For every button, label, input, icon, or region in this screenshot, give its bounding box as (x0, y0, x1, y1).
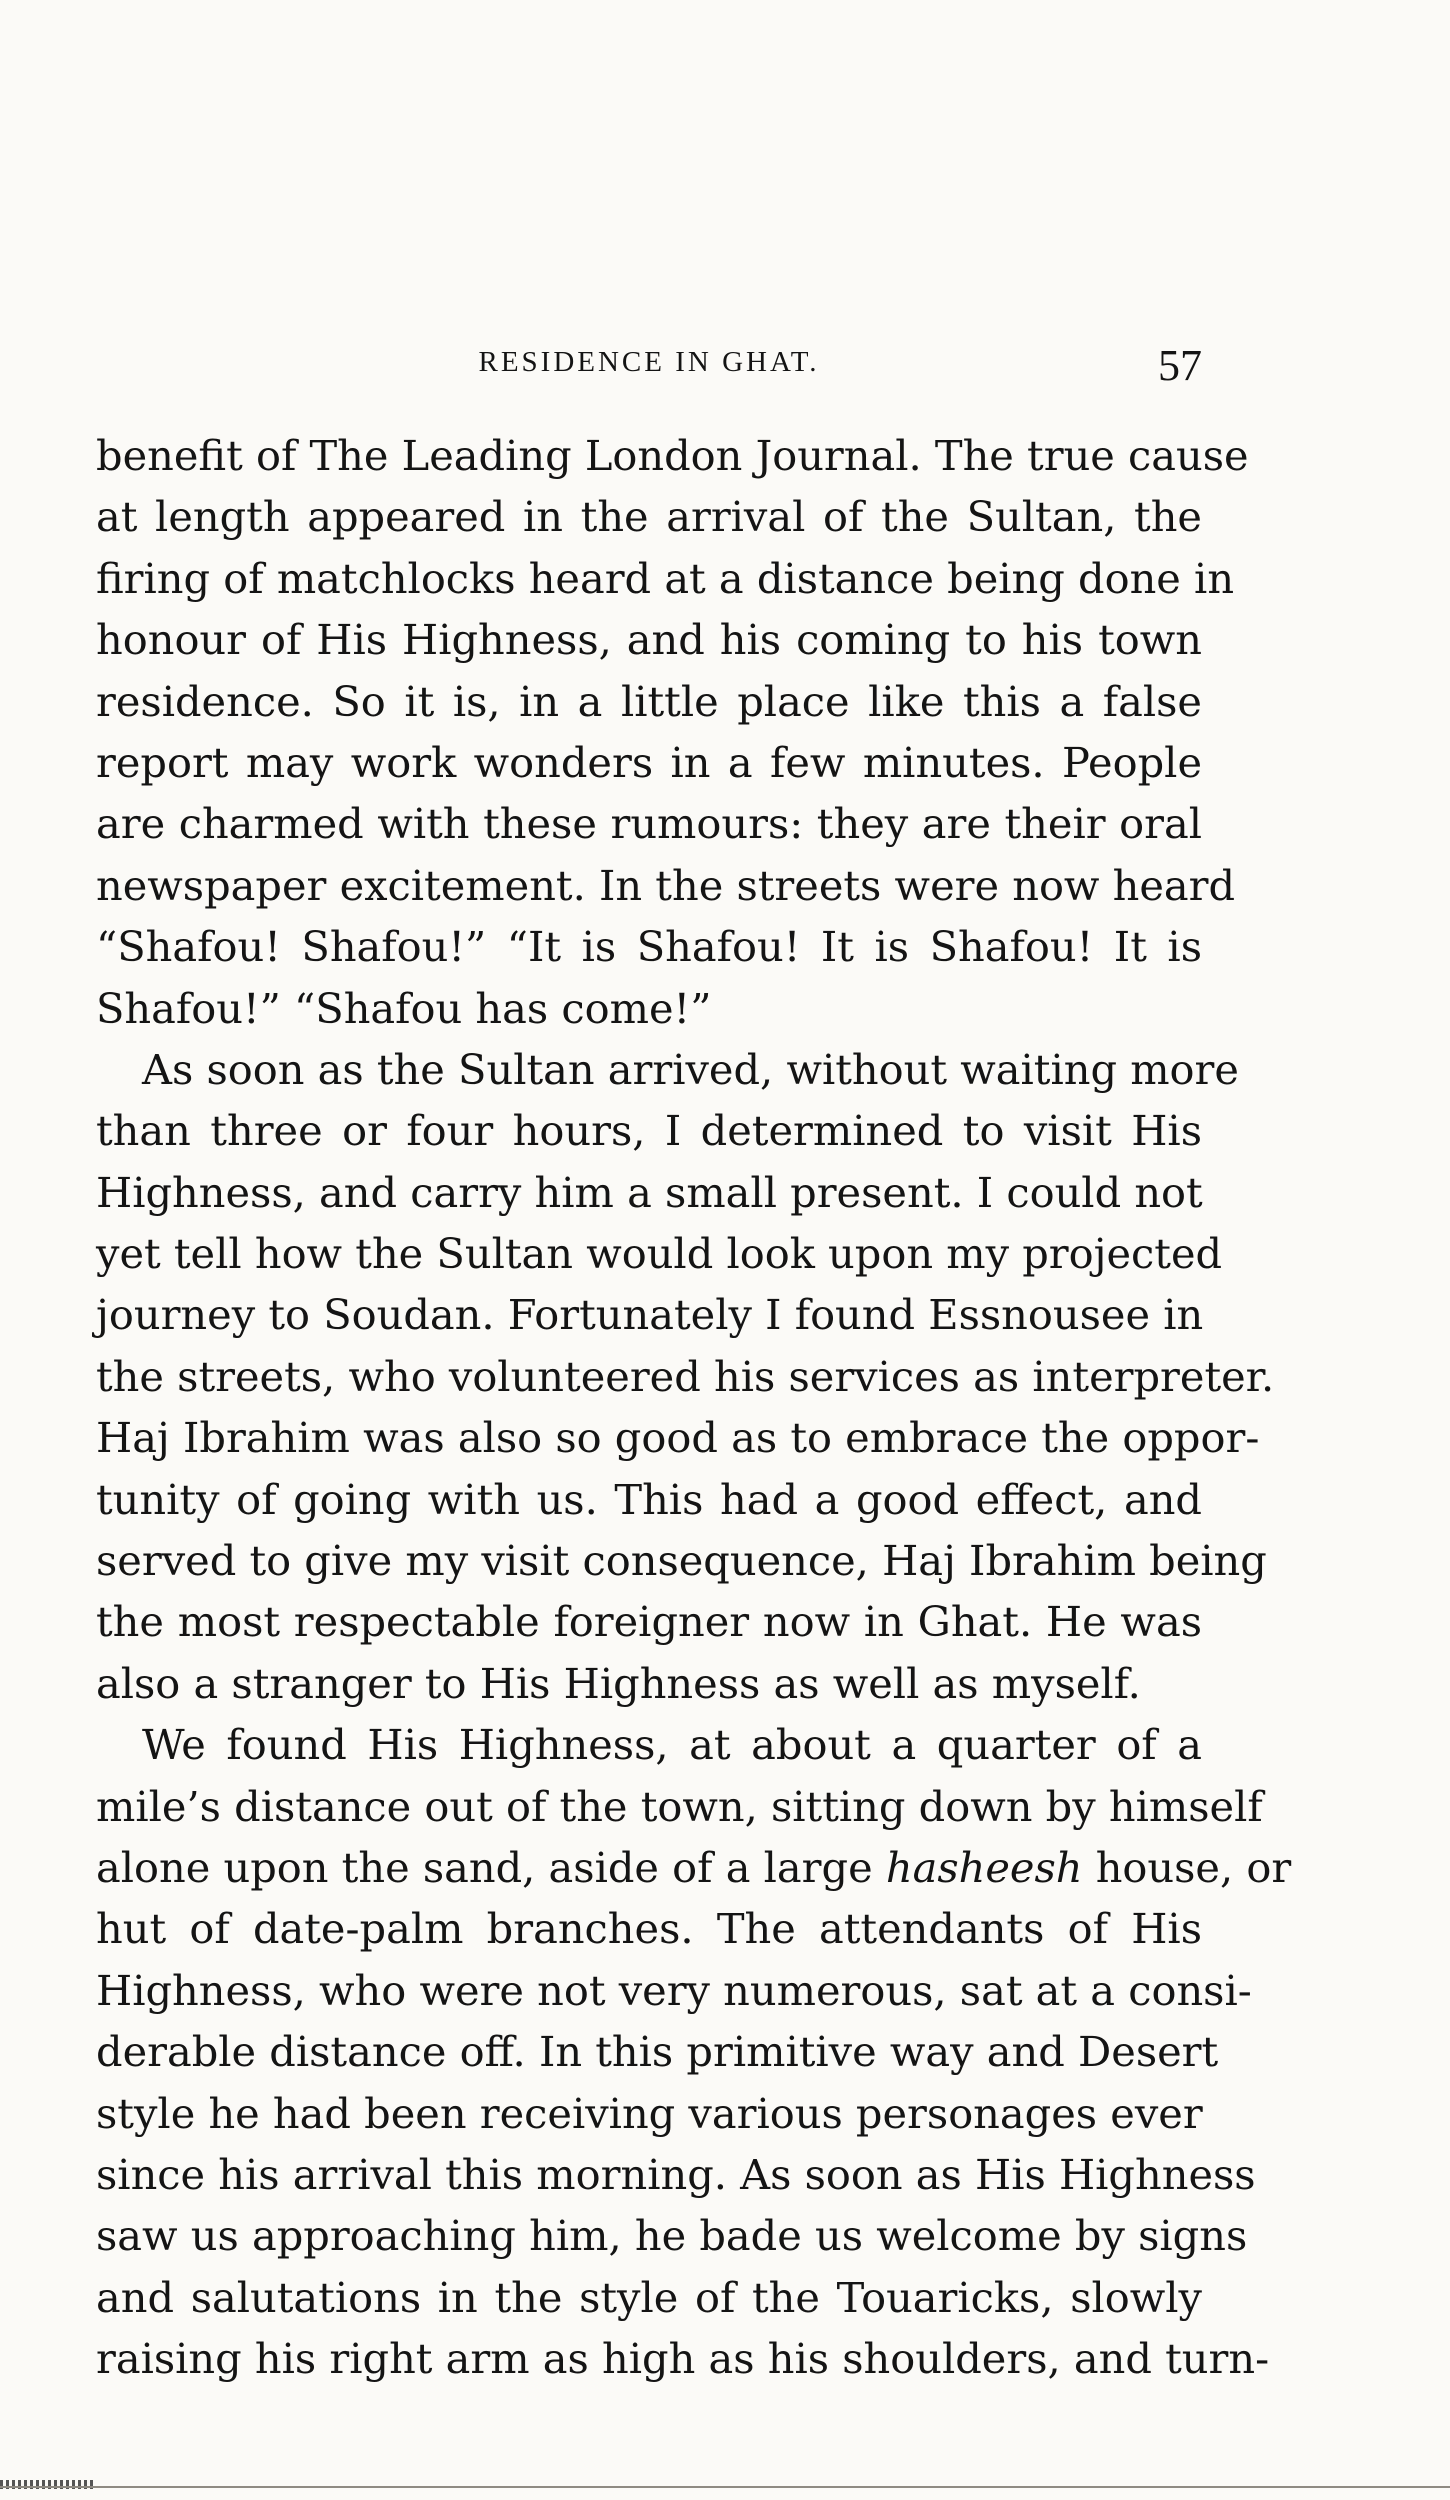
text-line: Shafou!” “Shafou has come!” (96, 983, 712, 1033)
text-line: raising his right arm as high as his shoulders, and turn- (96, 2334, 1270, 2384)
text-line: Highness, who were not very numerous, sat at a consi- (96, 1965, 1252, 2015)
text-line: mile’s distance out of the town, sitting down by himself (96, 1781, 1263, 1831)
page-edge-rule (0, 2486, 1450, 2488)
text-line: yet tell how the Sultan would look upon my projected (96, 1229, 1223, 1279)
text-line: served to give my visit consequence, Haj Ibrahim being (96, 1536, 1267, 1586)
text-line: Haj Ibrahim was also so good as to embrace the oppor- (96, 1413, 1260, 1463)
text-line: the streets, who volunteered his services as interpreter. (96, 1351, 1275, 1401)
text-line: hut of date-palm branches. The attendants of His (96, 1904, 1202, 1954)
text-line: derable distance off. In this primitive way and Desert (96, 2027, 1219, 2077)
text-line: firing of matchlocks heard at a distance being done in (96, 553, 1235, 603)
text-line: journey to Soudan. Fortunately I found Essnousee in (96, 1290, 1204, 1340)
text-line: since his arrival this morning. As soon as His Highness (96, 2149, 1256, 2199)
paragraph-start-line: We found His Highness, at about a quarter of a (142, 1720, 1202, 1770)
paragraph-start-line: As soon as the Sultan arrived, without waiting more (142, 1044, 1239, 1094)
text-line: newspaper excitement. In the streets were now heard (96, 860, 1236, 910)
text-line: style he had been receiving various personages ever (96, 2088, 1203, 2138)
text-line: are charmed with these rumours: they are their oral (96, 799, 1202, 849)
text-line-with-italic (96, 1837, 1292, 1898)
text-segment: alone upon the sand, aside of a large (96, 1842, 873, 1892)
text-line: “Shafou! Shafou!” “It is Shafou! It is Shafou! It is (96, 922, 1202, 972)
body-text (96, 425, 1292, 2405)
running-head-title: RESIDENCE IN GHAT. (478, 346, 820, 378)
text-line: the most respectable foreigner now in Ghat. He was (96, 1597, 1202, 1647)
text-line: benefit of The Leading London Journal. The true cause (96, 431, 1249, 480)
text-line: residence. So it is, in a little place like this a false (96, 676, 1202, 726)
text-line: report may work wonders in a few minutes. People (96, 737, 1202, 787)
page-number: 57 (1158, 341, 1202, 390)
text-line: also a stranger to His Highness as well as myself. (96, 1658, 1141, 1708)
running-head (96, 340, 1202, 400)
italic-word: hasheesh (885, 1842, 1083, 1892)
text-line: saw us approaching him, he bade us welcome by signs (96, 2211, 1248, 2261)
text-line: and salutations in the style of the Touaricks, slowly (96, 2272, 1202, 2322)
text-line: Highness, and carry him a small present. I could not (96, 1167, 1203, 1217)
text-segment: house, or (1095, 1842, 1292, 1892)
text-line: at length appeared in the arrival of the Sultan, the (96, 492, 1202, 542)
text-line: than three or four hours, I determined to visit His (96, 1106, 1202, 1156)
text-line: tunity of going with us. This had a good effect, and (96, 1474, 1202, 1524)
text-line: honour of His Highness, and his coming to his town (96, 615, 1202, 665)
